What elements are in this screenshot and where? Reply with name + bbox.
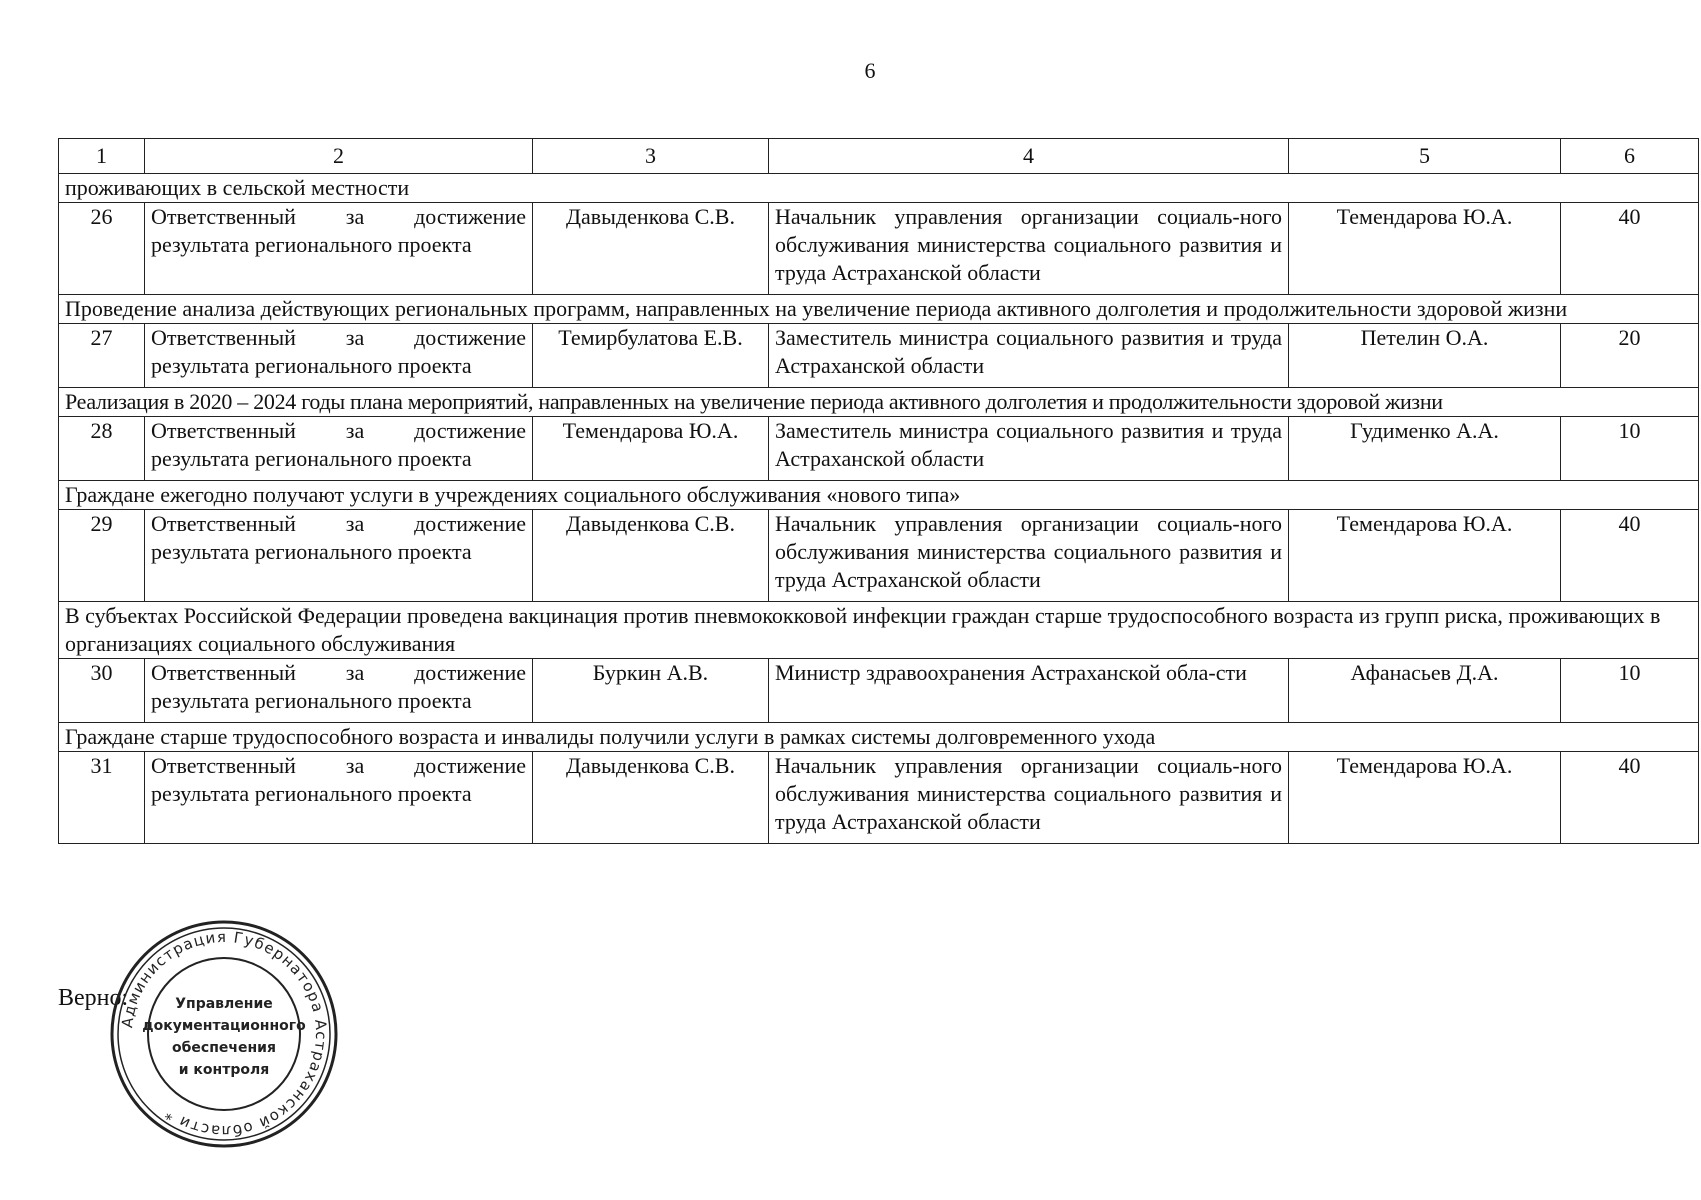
person-cell: Давыденкова С.В. (533, 510, 769, 602)
position-cell: Начальник управления организации социаль-ного обслуживания министерства социального развития и труда Астраханской области (769, 203, 1289, 295)
section-row (59, 295, 1699, 324)
position-cell: Начальник управления организации социаль-ного обслуживания министерства социального развития и труда Астраханской области (769, 752, 1289, 844)
share-cell: 40 (1561, 752, 1699, 844)
supervisor-cell: Афанасьев Д.А. (1289, 659, 1561, 723)
row-number: 31 (59, 752, 145, 844)
table-row (59, 203, 1699, 295)
person-cell: Темирбулатова Е.В. (533, 324, 769, 388)
share-cell: 40 (1561, 510, 1699, 602)
section-title: В субъектах Российской Федерации проведена вакцинация против пневмококковой инфекции граждан старше трудоспособного возраста из групп риска, проживающих в организациях социального обслуживания (59, 602, 1699, 659)
seal-outer-ring (112, 922, 336, 1146)
responsibility-table (58, 138, 1699, 844)
role-cell: Ответственный за достижение результата регионального проекта (145, 324, 533, 388)
table-row (59, 417, 1699, 481)
supervisor-cell: Гудименко А.А. (1289, 417, 1561, 481)
person-cell: Темендарова Ю.А. (533, 417, 769, 481)
table-header-row (59, 139, 1699, 174)
seal-text-line: документационного (142, 1018, 306, 1034)
row-number: 30 (59, 659, 145, 723)
person-cell: Давыденкова С.В. (533, 203, 769, 295)
seal-text-line: обеспечения (172, 1040, 276, 1056)
role-cell: Ответственный за достижение результата регионального проекта (145, 510, 533, 602)
role-cell: Ответственный за достижение результата регионального проекта (145, 417, 533, 481)
seal-text-line: и контроля (178, 1062, 270, 1078)
page-number: 6 (864, 58, 876, 83)
person-cell: Давыденкова С.В. (533, 752, 769, 844)
position-cell: Начальник управления организации социаль-ного обслуживания министерства социального развития и труда Астраханской области (769, 510, 1289, 602)
role-cell: Ответственный за достижение результата регионального проекта (145, 752, 533, 844)
column-header: 5 (1289, 139, 1561, 174)
role-cell: Ответственный за достижение результата регионального проекта (145, 659, 533, 723)
verified-label: Верно: (58, 985, 129, 1011)
position-cell: Заместитель министра социального развития и труда Астраханской области (769, 417, 1289, 481)
official-seal-stamp (108, 918, 340, 1150)
section-row (59, 174, 1699, 203)
share-cell: 20 (1561, 324, 1699, 388)
section-title: Проведение анализа действующих региональных программ, направленных на увеличение периода активного долголетия и продолжительности здоровой жизни (59, 295, 1699, 324)
seal-text-line: Управление (175, 996, 273, 1012)
seal-ring-text: Администрация Губернатора Астраханской области * (118, 927, 331, 1141)
section-row (59, 602, 1699, 659)
section-title: Реализация в 2020 – 2024 годы плана мероприятий, направленных на увеличение периода активного долголетия и продолжительности здоровой жизни (59, 388, 1699, 417)
section-title: проживающих в сельской местности (59, 174, 1699, 203)
supervisor-cell: Темендарова Ю.А. (1289, 510, 1561, 602)
row-number: 27 (59, 324, 145, 388)
row-number: 28 (59, 417, 145, 481)
supervisor-cell: Темендарова Ю.А. (1289, 752, 1561, 844)
share-cell: 10 (1561, 659, 1699, 723)
role-cell: Ответственный за достижение результата регионального проекта (145, 203, 533, 295)
row-number: 29 (59, 510, 145, 602)
column-header: 1 (59, 139, 145, 174)
person-cell: Буркин А.В. (533, 659, 769, 723)
share-cell: 40 (1561, 203, 1699, 295)
table-row (59, 752, 1699, 844)
section-title: Граждане ежегодно получают услуги в учреждениях социального обслуживания «нового типа» (59, 481, 1699, 510)
section-row (59, 388, 1699, 417)
supervisor-cell: Темендарова Ю.А. (1289, 203, 1561, 295)
column-header: 3 (533, 139, 769, 174)
position-cell: Министр здравоохранения Астраханской обла-сти (769, 659, 1289, 723)
seal-inner-ring (148, 958, 300, 1110)
column-header: 6 (1561, 139, 1699, 174)
table-row (59, 510, 1699, 602)
section-title: Граждане старше трудоспособного возраста и инвалиды получили услуги в рамках системы долговременного ухода (59, 723, 1699, 752)
section-row (59, 481, 1699, 510)
share-cell: 10 (1561, 417, 1699, 481)
supervisor-cell: Петелин О.А. (1289, 324, 1561, 388)
section-row (59, 723, 1699, 752)
row-number: 26 (59, 203, 145, 295)
column-header: 2 (145, 139, 533, 174)
column-header: 4 (769, 139, 1289, 174)
table-row (59, 659, 1699, 723)
table-row (59, 324, 1699, 388)
position-cell: Заместитель министра социального развития и труда Астраханской области (769, 324, 1289, 388)
